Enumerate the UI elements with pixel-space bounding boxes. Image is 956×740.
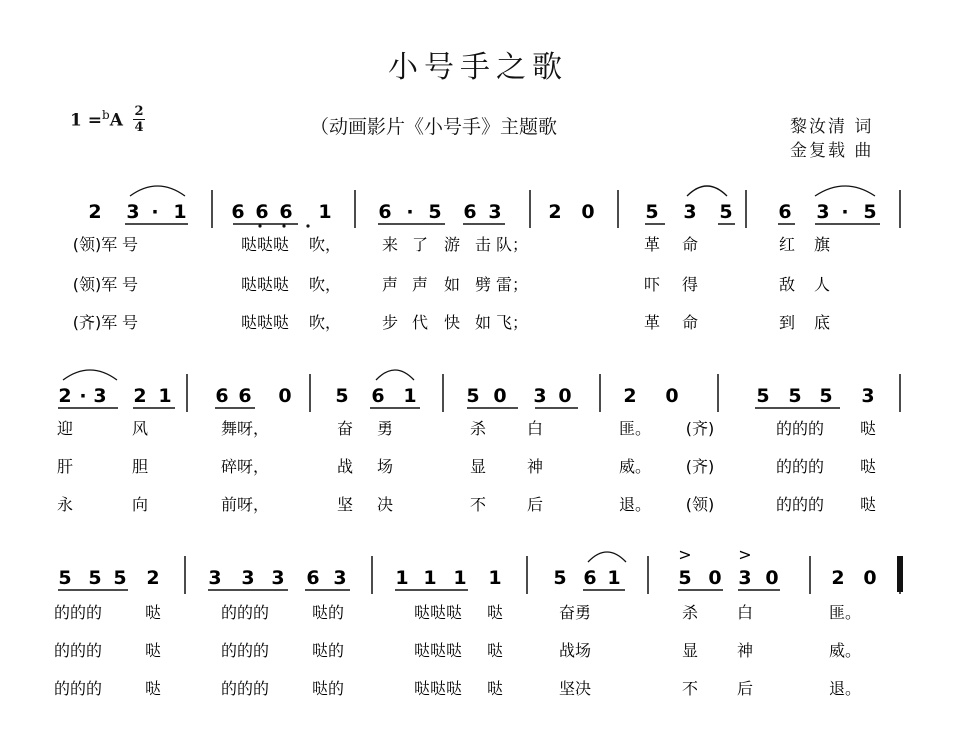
note-digit: 6 — [215, 385, 229, 407]
lyric-word: 号 — [121, 275, 139, 294]
note-digit: 2 — [146, 567, 160, 589]
note-digit: 5 — [335, 385, 349, 407]
lyric-word: 敌 — [778, 275, 796, 294]
note-digit: 5 — [428, 201, 442, 223]
note-digit: · — [841, 201, 849, 223]
lyric-word: 哒 — [486, 641, 504, 660]
lyric-word: 的的的 — [220, 679, 270, 698]
meter-bottom: 4 — [134, 120, 144, 135]
lyric-word: 雷； — [495, 275, 529, 294]
slur — [687, 186, 727, 196]
note-digit: 3 — [488, 201, 502, 223]
lyric-word: 后 — [736, 679, 754, 698]
lyric-word: 飞； — [495, 313, 529, 332]
lyric-word: 神 — [736, 641, 754, 660]
lyric-word: 匪。 — [618, 419, 652, 438]
lyric-word: 的的的 — [53, 603, 103, 622]
lyric-word: 退。 — [618, 495, 652, 514]
lyric-word: 声 — [411, 275, 429, 294]
note-digit: 3 — [816, 201, 830, 223]
note-digit: 1 — [158, 385, 172, 407]
note-digit: 6 — [463, 201, 477, 223]
lyric-word: 永 — [56, 495, 74, 514]
note-digit: 3 — [126, 201, 140, 223]
note-digit: 3 — [208, 567, 222, 589]
lyric-word: 哒 — [486, 679, 504, 698]
accent-mark: > — [738, 545, 752, 564]
lyric-word: (领)军 — [72, 235, 118, 254]
note-digit: 3 — [93, 385, 107, 407]
lyric-word: 哒哒哒 — [240, 275, 290, 294]
note-digit: 3 — [683, 201, 697, 223]
lyric-word: 吹， — [308, 275, 342, 294]
note-digit: 0 — [278, 385, 292, 407]
lyric-word: 哒 — [144, 641, 162, 660]
note-digit: 5 — [719, 201, 733, 223]
note-digit: 2 — [58, 385, 72, 407]
note-digit: 2 — [548, 201, 562, 223]
lyric-word: 勇 — [376, 419, 394, 438]
lyric-word: 战 — [336, 457, 354, 476]
note-digit: 2 — [623, 385, 637, 407]
lyric-word: (领) — [685, 495, 715, 514]
lyric-word: 代 — [411, 313, 429, 332]
lyric-word: 人 — [813, 275, 831, 294]
note-digit: 0 — [558, 385, 572, 407]
lyric-word: 如 — [443, 275, 461, 294]
note-digit: 1 — [395, 567, 409, 589]
lyric-word: 革 — [643, 313, 661, 332]
note-digit: 6 — [238, 385, 252, 407]
note-digit: 5 — [88, 567, 102, 589]
lyric-word: 风 — [131, 419, 149, 438]
lyric-word: 命 — [681, 235, 699, 254]
lyric-word: 击 — [474, 235, 492, 254]
lyric-word: 哒的 — [311, 603, 345, 622]
lyric-word: 迎 — [56, 419, 74, 438]
lyric-word: 的的的 — [53, 679, 103, 698]
lyric-word: 战场 — [558, 641, 592, 660]
lyric-word: 如 — [474, 313, 492, 332]
note-digit: 0 — [708, 567, 722, 589]
octave-dot — [306, 224, 309, 227]
lyric-word: 哒 — [144, 603, 162, 622]
slur — [63, 370, 117, 380]
note-digit: 1 — [318, 201, 332, 223]
note-digit: 5 — [645, 201, 659, 223]
note-digit: 0 — [765, 567, 779, 589]
lyric-word: 哒哒哒 — [240, 313, 290, 332]
lyric-word: 队； — [495, 235, 529, 254]
lyric-word: 到 — [778, 313, 796, 332]
octave-dot — [258, 224, 261, 227]
key-prefix: 1 = — [70, 110, 102, 131]
lyric-word: 哒 — [859, 457, 877, 476]
note-digit: 6 — [378, 201, 392, 223]
composer-credit: 金复载 曲 — [790, 141, 874, 161]
note-digit: 3 — [271, 567, 285, 589]
lyric-word: 底 — [813, 313, 831, 332]
note-digit: 3 — [333, 567, 347, 589]
lyric-word: 哒哒哒 — [240, 235, 290, 254]
lyric-word: 威。 — [828, 641, 862, 660]
lyric-word: 显 — [469, 457, 487, 476]
lyric-word: 号 — [121, 313, 139, 332]
slur — [588, 552, 626, 562]
note-digit: 3 — [241, 567, 255, 589]
lyric-word: 白 — [736, 603, 754, 622]
lyric-word: 旗 — [813, 235, 831, 254]
lyric-word: 号 — [121, 235, 139, 254]
note-digit: 2 — [133, 385, 147, 407]
note-digit: 0 — [665, 385, 679, 407]
lyric-word: 哒哒哒 — [413, 641, 463, 660]
note-digit: 0 — [493, 385, 507, 407]
note-digit: 2 — [88, 201, 102, 223]
slur — [130, 186, 185, 196]
lyricist-credit: 黎汝清 词 — [790, 117, 874, 137]
note-digit: 2 — [831, 567, 845, 589]
lyric-word: (齐) — [685, 457, 715, 476]
note-digit: 5 — [678, 567, 692, 589]
lyric-word: 的的的 — [220, 641, 270, 660]
lyric-word: 白 — [526, 419, 544, 438]
note-digit: 3 — [533, 385, 547, 407]
lyric-word: 前呀， — [220, 495, 270, 514]
note-digit: 5 — [553, 567, 567, 589]
lyric-word: 奋勇 — [558, 603, 592, 622]
lyric-word: 劈 — [474, 275, 492, 294]
lyric-word: 了 — [411, 235, 429, 254]
lyric-word: 哒 — [859, 419, 877, 438]
note-digit: 5 — [788, 385, 802, 407]
lyric-word: (齐) — [685, 419, 715, 438]
lyric-word: 碎呀， — [220, 457, 270, 476]
note-digit: 1 — [488, 567, 502, 589]
lyric-word: 坚 — [336, 495, 354, 514]
note-digit: 5 — [58, 567, 72, 589]
slur — [815, 186, 875, 196]
flat-sign: b — [102, 108, 110, 122]
lyric-word: 命 — [681, 313, 699, 332]
lyric-word: 匪。 — [828, 603, 862, 622]
note-digit: 5 — [113, 567, 127, 589]
lyric-word: 的的的 — [220, 603, 270, 622]
slur — [376, 370, 414, 380]
lyric-word: 步 — [381, 313, 399, 332]
lyric-word: 的的的 — [53, 641, 103, 660]
lyric-word: 肝 — [56, 457, 74, 476]
lyric-word: 哒 — [486, 603, 504, 622]
lyric-word: 杀 — [469, 419, 487, 438]
lyric-word: 来 — [381, 235, 399, 254]
lyric-word: 吓 — [643, 275, 661, 294]
lyric-word: 坚决 — [558, 679, 592, 698]
note-digit: 6 — [371, 385, 385, 407]
lyric-word: 哒哒哒 — [413, 603, 463, 622]
lyric-word: 不 — [469, 495, 487, 514]
lyric-word: 游 — [443, 235, 461, 254]
lyric-word: 场 — [376, 457, 394, 476]
note-digit: 5 — [466, 385, 480, 407]
note-digit: 6 — [231, 201, 245, 223]
note-digit: · — [79, 385, 87, 407]
lyric-word: 革 — [643, 235, 661, 254]
octave-dot — [282, 224, 285, 227]
note-digit: 1 — [453, 567, 467, 589]
lyric-word: 杀 — [681, 603, 699, 622]
note-digit: · — [151, 201, 159, 223]
lyric-word: 的的的 — [775, 419, 825, 438]
lyric-word: (领)军 — [72, 275, 118, 294]
lyric-word: 声 — [381, 275, 399, 294]
lyric-word: 退。 — [828, 679, 862, 698]
note-digit: 3 — [861, 385, 875, 407]
note-digit: 5 — [756, 385, 770, 407]
lyric-word: 威。 — [618, 457, 652, 476]
note-digit: 5 — [819, 385, 833, 407]
lyric-word: 的的的 — [775, 495, 825, 514]
key-note: A — [109, 110, 123, 131]
final-barline — [897, 556, 903, 592]
subtitle: （动画影片《小号手》主题歌 — [310, 116, 558, 138]
lyric-word: 快 — [443, 313, 461, 332]
meter-top: 2 — [134, 104, 144, 119]
lyric-word: 显 — [681, 641, 699, 660]
note-digit: · — [406, 201, 414, 223]
lyric-word: 不 — [681, 679, 699, 698]
accent-mark: > — [678, 545, 692, 564]
lyric-word: 哒 — [859, 495, 877, 514]
lyric-word: 哒 — [144, 679, 162, 698]
lyric-word: 舞呀， — [220, 419, 270, 438]
note-digit: 6 — [583, 567, 597, 589]
note-digit: 1 — [607, 567, 621, 589]
lyric-word: 哒哒哒 — [413, 679, 463, 698]
note-digit: 5 — [863, 201, 877, 223]
lyric-word: 哒的 — [311, 641, 345, 660]
note-digit: 0 — [581, 201, 595, 223]
note-digit: 1 — [423, 567, 437, 589]
note-digit: 1 — [173, 201, 187, 223]
lyric-word: 决 — [376, 495, 394, 514]
lyric-word: 吹， — [308, 235, 342, 254]
note-digit: 0 — [863, 567, 877, 589]
note-digit: 3 — [738, 567, 752, 589]
lyric-word: 神 — [526, 457, 544, 476]
lyric-word: 红 — [778, 235, 796, 254]
lyric-word: 得 — [681, 275, 699, 294]
note-digit: 6 — [255, 201, 269, 223]
lyric-word: 的的的 — [775, 457, 825, 476]
lyric-word: 胆 — [131, 457, 149, 476]
note-digit: 1 — [403, 385, 417, 407]
note-digit: 6 — [279, 201, 293, 223]
lyric-word: (齐)军 — [72, 313, 118, 332]
lyric-word: 向 — [131, 495, 149, 514]
note-digit: 6 — [778, 201, 792, 223]
song-title: 小号手之歌 — [388, 50, 568, 85]
note-digit: 6 — [306, 567, 320, 589]
lyric-word: 哒的 — [311, 679, 345, 698]
lyric-word: 奋 — [336, 419, 354, 438]
lyric-word: 吹， — [308, 313, 342, 332]
lyric-word: 后 — [526, 495, 544, 514]
